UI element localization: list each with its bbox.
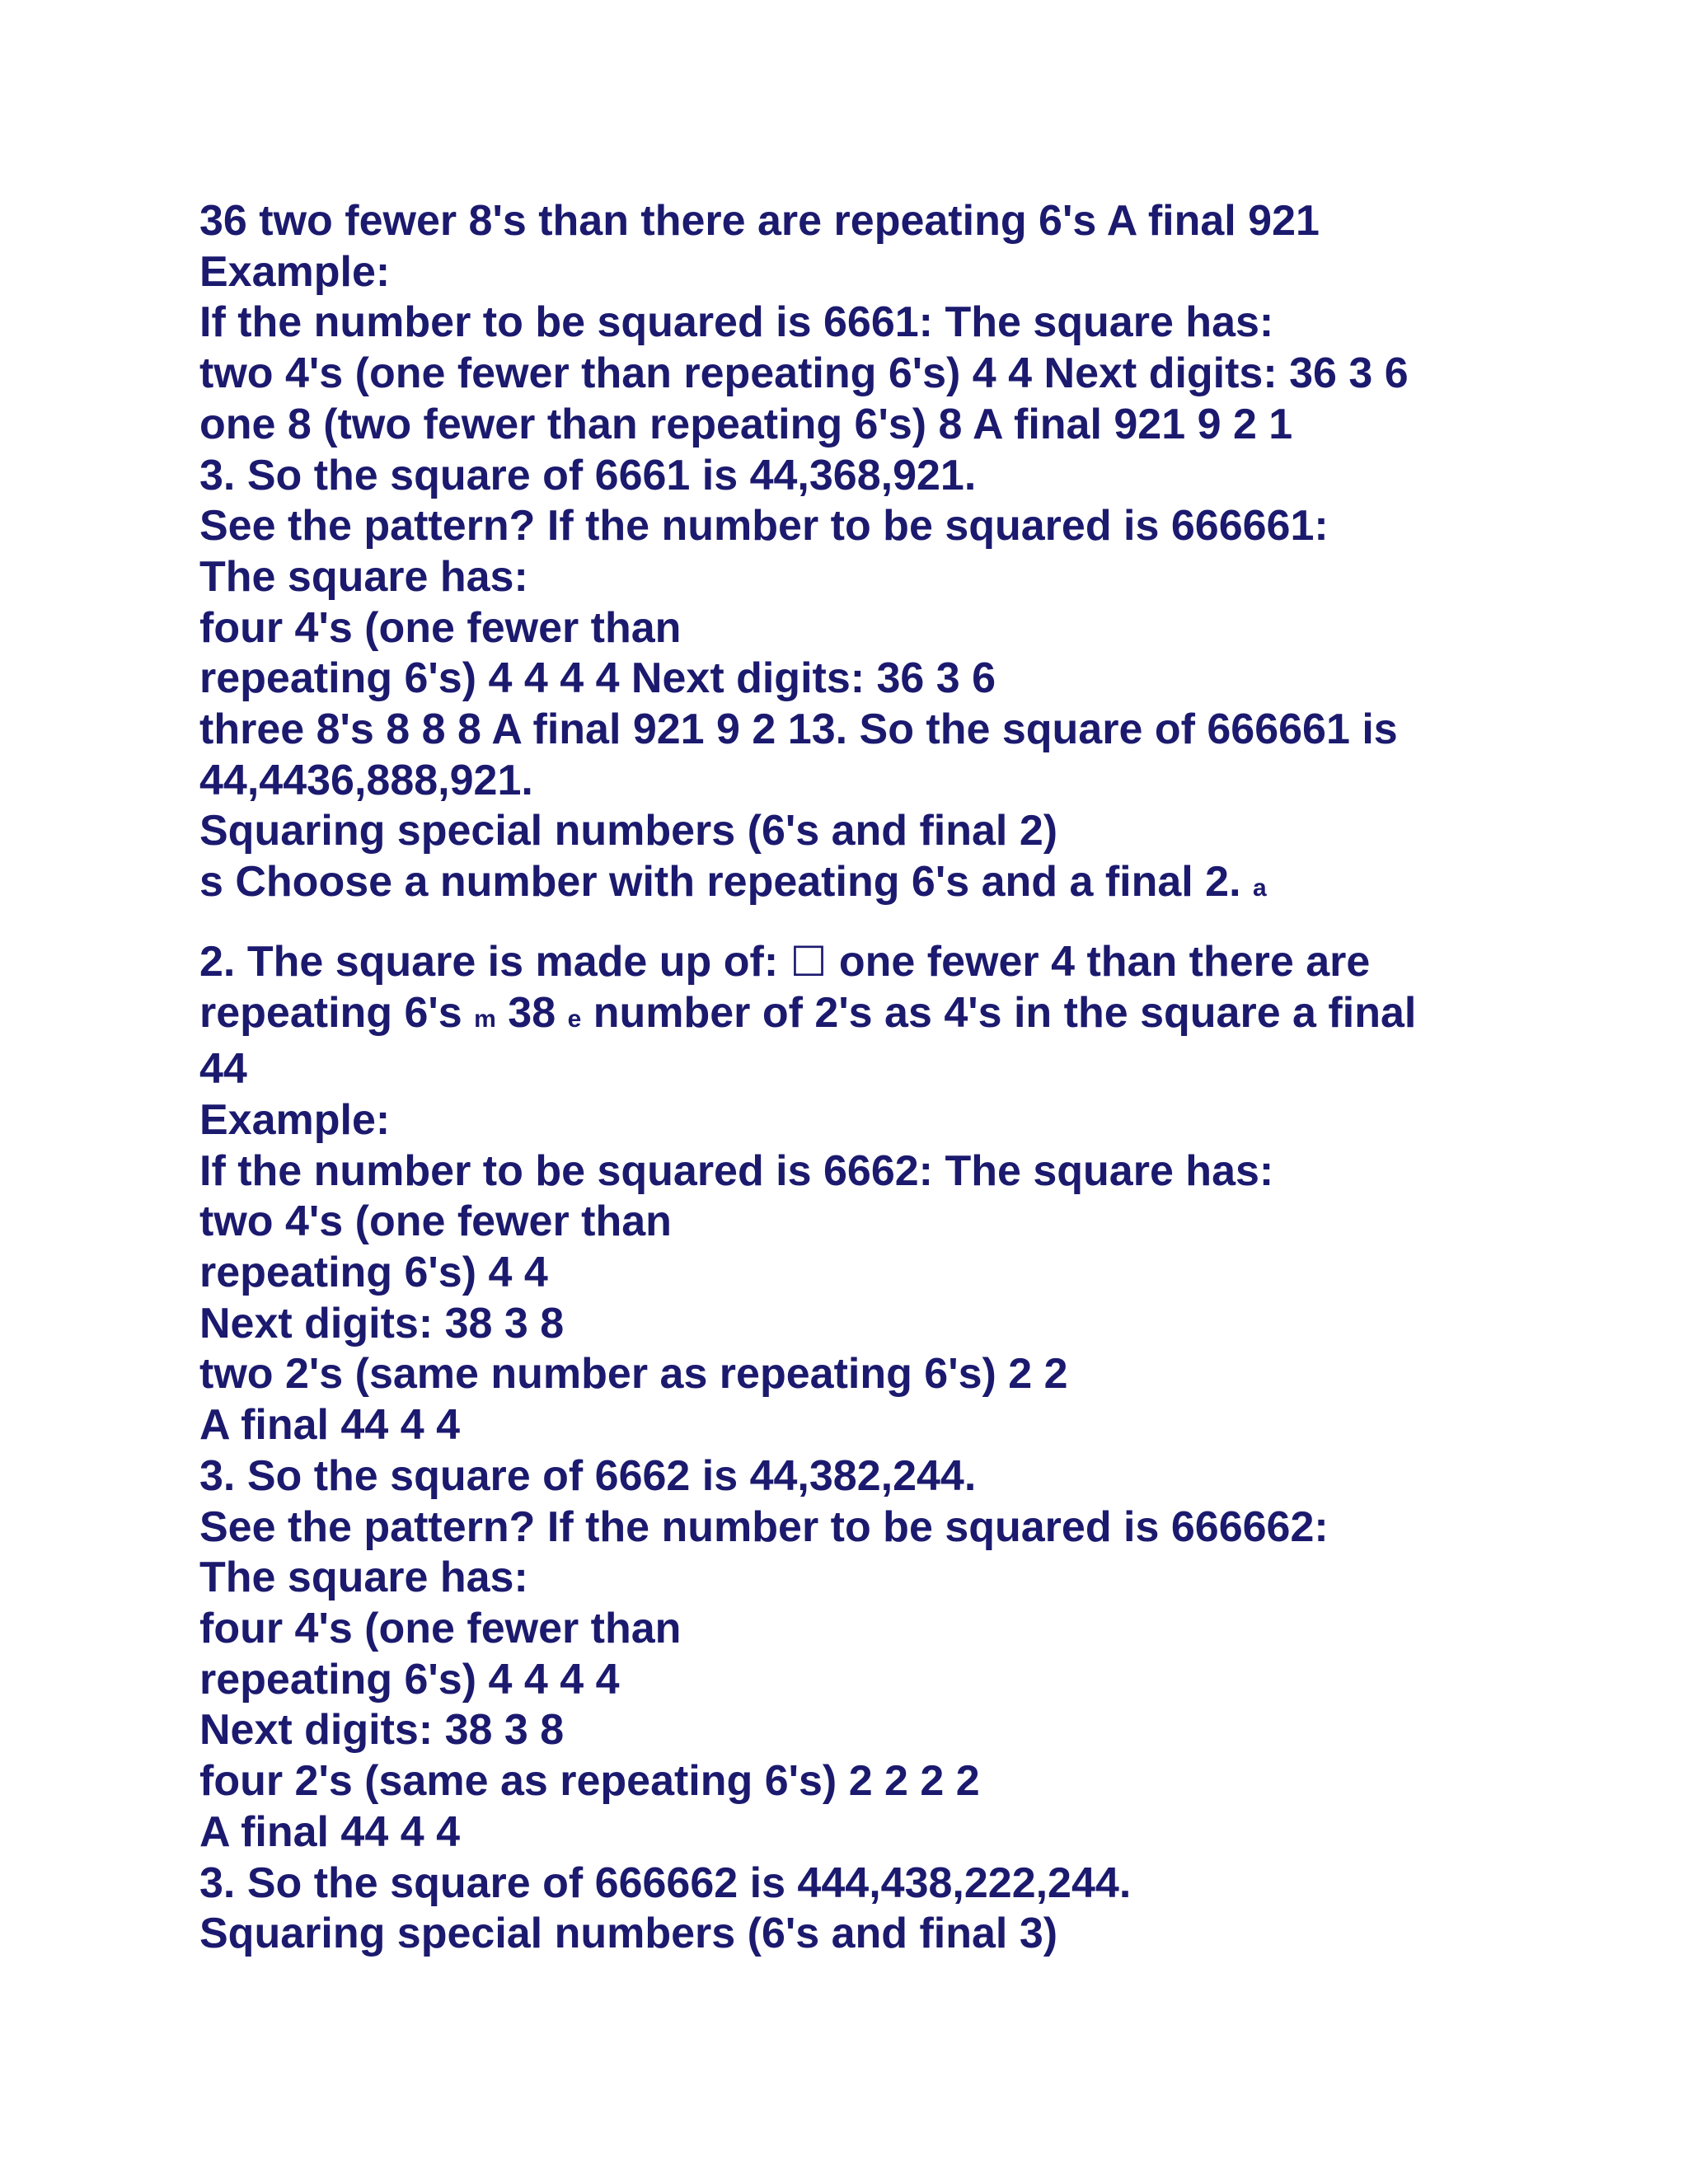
- spacer: [199, 914, 1518, 937]
- stray-letter: e: [567, 1005, 582, 1033]
- text-line: repeating 6's) 4 4 4 4: [199, 1655, 620, 1704]
- text-line: If the number to be squared is 6662: The square has:: [199, 1146, 1274, 1195]
- repeating-line: [199, 988, 1518, 1045]
- text-line: repeating 6's) 4 4: [199, 1249, 548, 1297]
- text-line: See the pattern? If the number to be squared is 666661:: [199, 502, 1329, 551]
- document-body: [199, 196, 1518, 1960]
- text-line: A final 44 4 4: [199, 1807, 460, 1856]
- text-line: two 4's (one fewer than repeating 6's) 4 4 Next digits: 36 3 6: [199, 349, 1409, 398]
- text-line: If the number to be squared is 6661: The square has:: [199, 298, 1274, 347]
- text-line: 44: [199, 1045, 247, 1094]
- text-line: repeating 6's) 4 4 4 4 Next digits: 36 3 6: [199, 654, 996, 703]
- square-made-of-text: 2. The square is made up of:: [199, 937, 779, 986]
- square-made-of-line: [199, 937, 1518, 988]
- square-made-of-rest: one fewer 4 than there are: [838, 937, 1371, 986]
- text-line: 3. So the square of 6661 is 44,368,921.: [199, 451, 977, 499]
- text-line: Next digits: 38 3 8: [199, 1706, 565, 1755]
- text-line: four 4's (one fewer than: [199, 603, 682, 652]
- text-line: four 4's (one fewer than: [199, 1604, 682, 1652]
- section-heading: Squaring special numbers (6's and final 2): [199, 807, 1058, 855]
- section-heading: Squaring special numbers (6's and final 3): [199, 1910, 1058, 1958]
- text-line: 3. So the square of 6662 is 44,382,244.: [199, 1451, 977, 1500]
- choose-number-text: s Choose a number with repeating 6's and a final 2.: [199, 858, 1241, 907]
- text-line: one 8 (two fewer than repeating 6's) 8 A final 921 9 2 1: [199, 400, 1293, 448]
- text-line: The square has:: [199, 1554, 528, 1602]
- choose-number-line: [199, 857, 1518, 914]
- text-line: two 4's (one fewer than: [199, 1197, 672, 1246]
- text-line: See the pattern? If the number to be squared is 666662:: [199, 1502, 1329, 1551]
- repeating-text-1: repeating 6's: [199, 988, 462, 1037]
- text-line: 36 two fewer 8's than there are repeating 6's A final 921: [199, 197, 1320, 245]
- stray-letter: a: [1253, 874, 1267, 902]
- example-heading: Example:: [199, 1095, 391, 1144]
- text-line: two 2's (same number as repeating 6's) 2 2: [199, 1350, 1068, 1399]
- text-line: The square has:: [199, 552, 528, 601]
- repeating-text-3: number of 2's as 4's in the square a final: [593, 988, 1417, 1037]
- text-line: three 8's 8 8 8 A final 921 9 2 13. So the square of 666661 is: [199, 705, 1398, 754]
- example-heading: Example:: [199, 247, 391, 296]
- text-line: Next digits: 38 3 8: [199, 1299, 565, 1347]
- repeating-text-2: 38: [508, 988, 556, 1037]
- text-line: 44,4436,888,921.: [199, 756, 533, 804]
- stray-letter: m: [474, 1005, 496, 1033]
- text-line: four 2's (same as repeating 6's) 2 2 2 2: [199, 1757, 980, 1806]
- checkbox-glyph-icon: ☐: [790, 937, 828, 986]
- text-line: A final 44 4 4: [199, 1401, 460, 1450]
- text-line: 3. So the square of 666662 is 444,438,222,244.: [199, 1858, 1132, 1907]
